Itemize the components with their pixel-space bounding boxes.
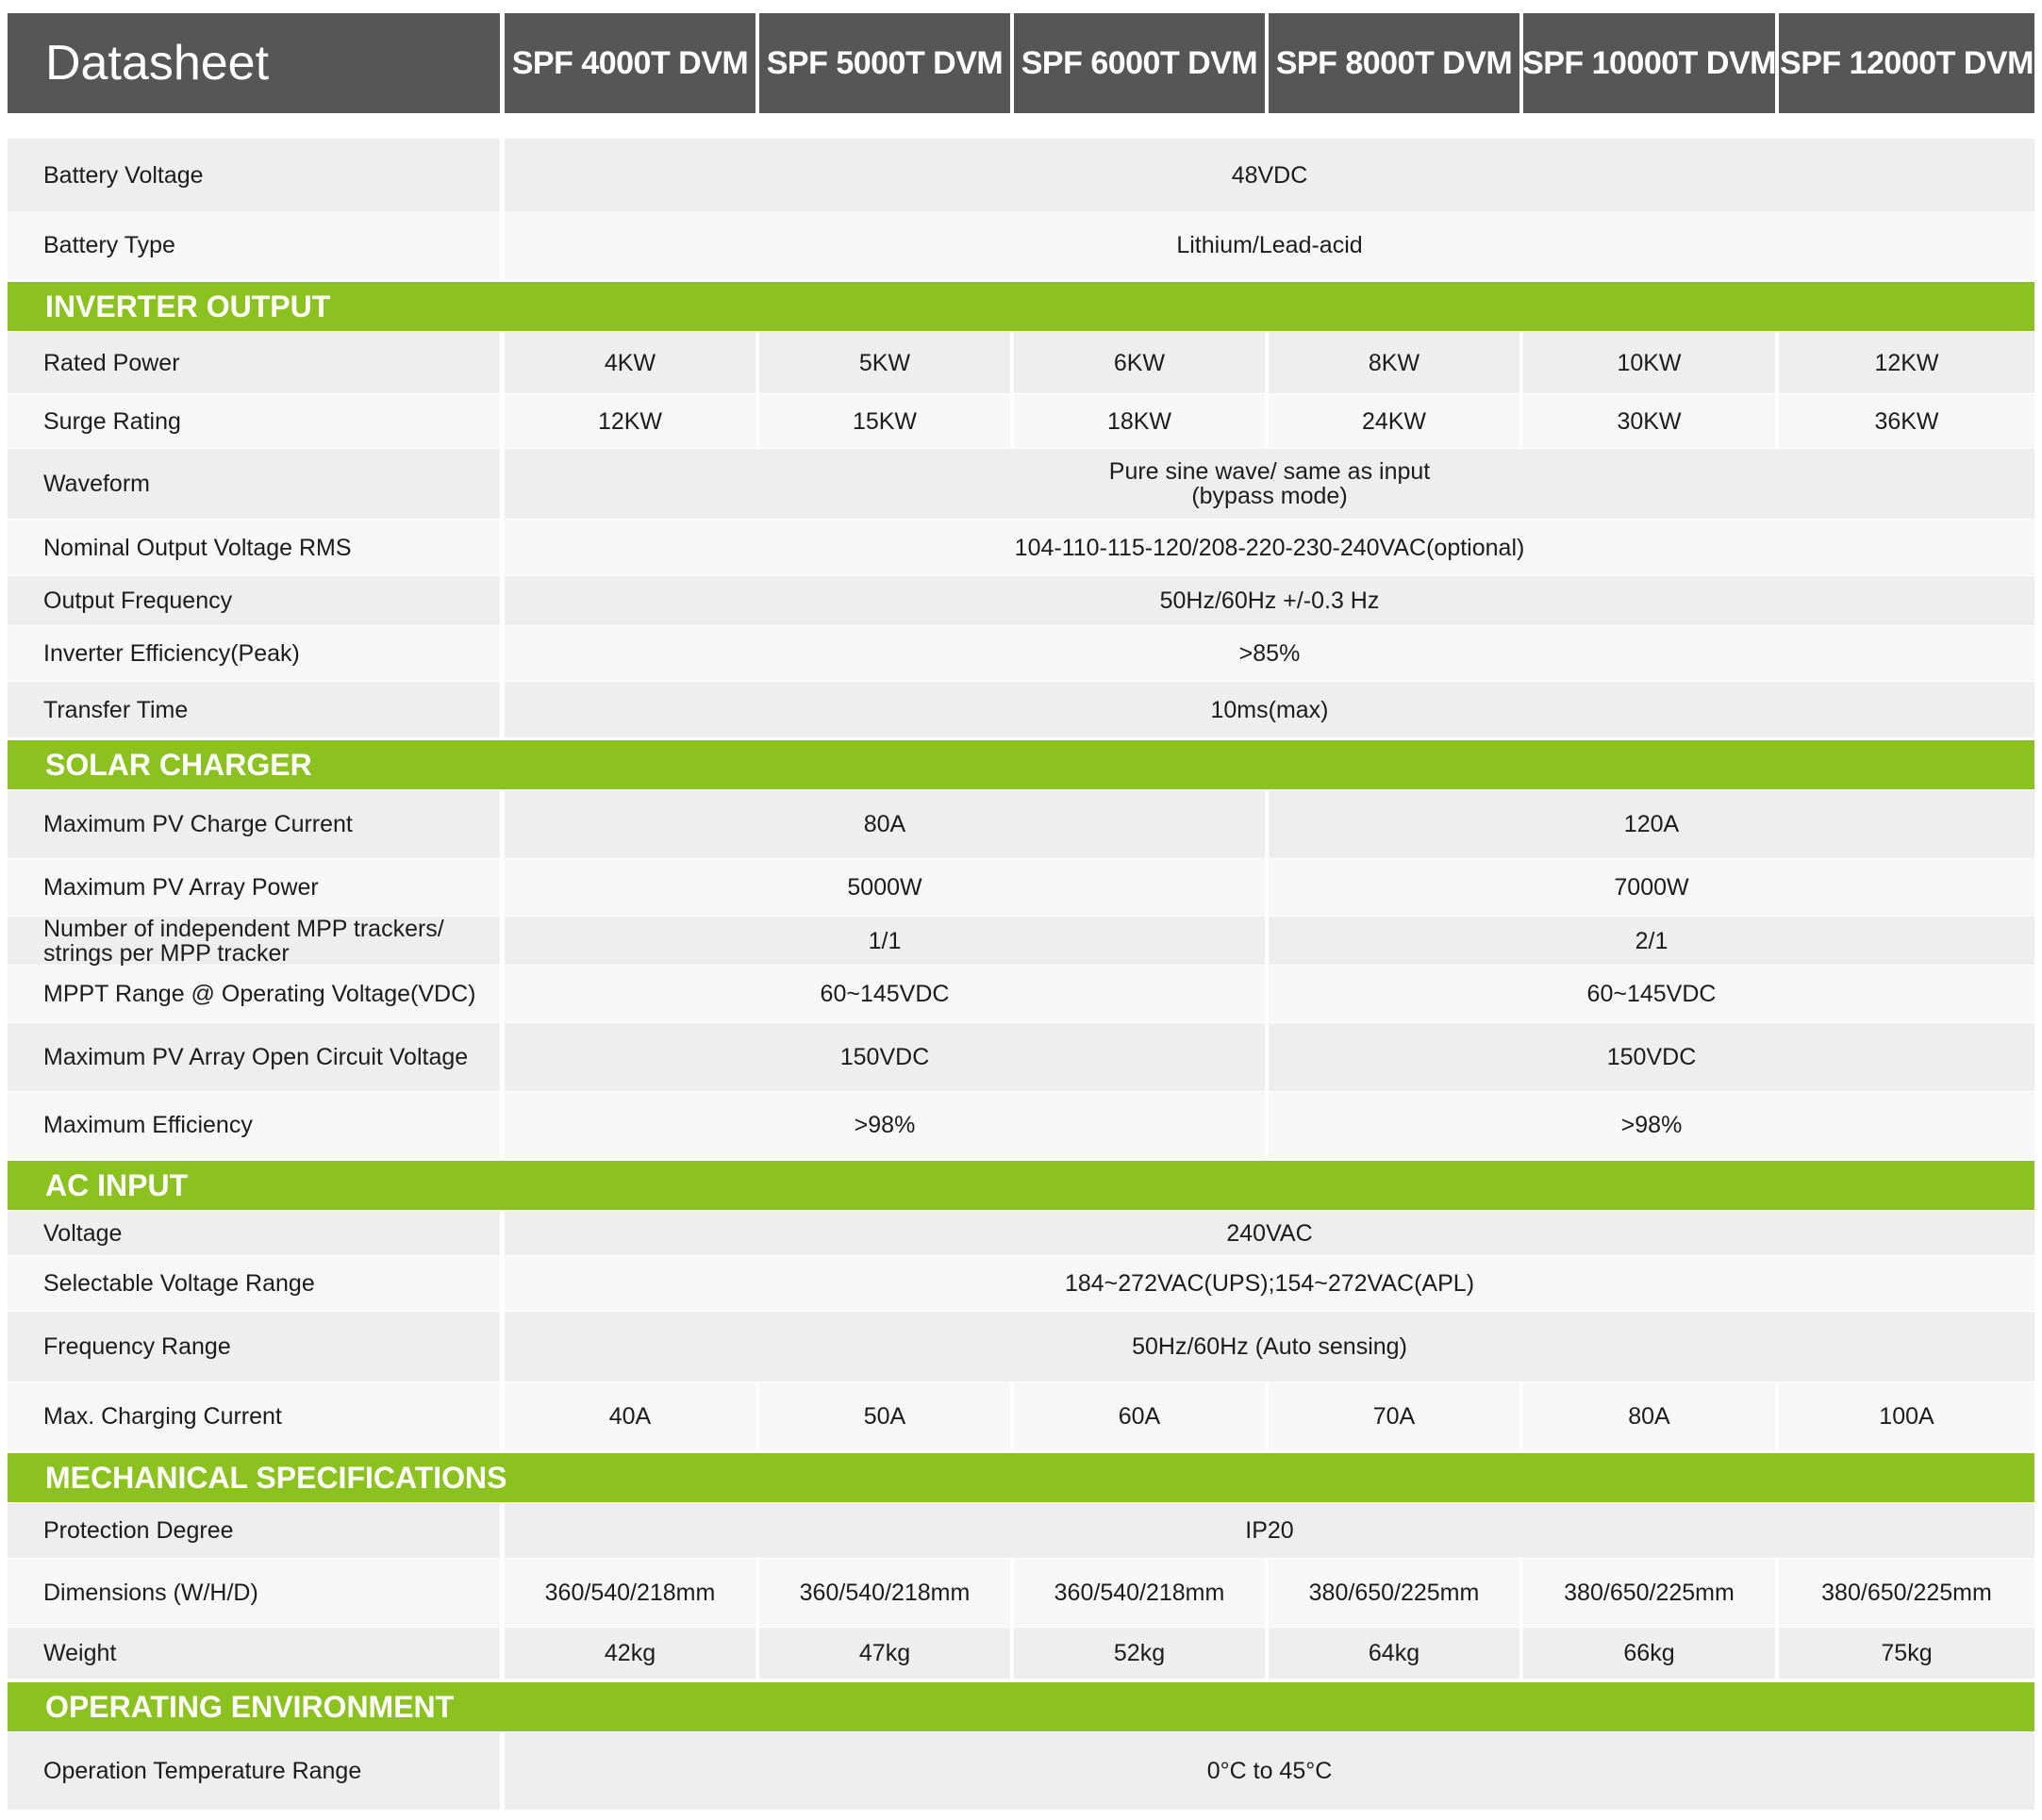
value-selectable-voltage-range-1: 184~272VAC(UPS);154~272VAC(APL)	[505, 1256, 2034, 1311]
value-maximum-efficiency-1: >98%	[505, 1092, 1265, 1158]
section-header-solar-charger: SOLAR CHARGER	[8, 740, 2034, 789]
value-inverter-efficiency-peak-1: >85%	[505, 626, 2034, 681]
row-label-nominal-output-voltage-rms: Nominal Output Voltage RMS	[8, 520, 500, 575]
row-label-operation-temperature-range: Operation Temperature Range	[8, 1732, 500, 1810]
row-label-rated-power: Rated Power	[8, 332, 500, 393]
row-label-battery-voltage: Battery Voltage	[8, 139, 500, 211]
row-label-mppt-range-operating-voltage-vdc: MPPT Range @ Operating Voltage(VDC)	[8, 966, 500, 1022]
value-dimensions-w-h-d-6: 380/650/225mm	[1779, 1559, 2034, 1627]
value-protection-degree-1: IP20	[505, 1503, 2034, 1558]
value-weight-1: 42kg	[505, 1628, 755, 1679]
value-max-charging-current-1: 40A	[505, 1382, 755, 1450]
model-header-6: SPF 12000T DVM	[1779, 13, 2034, 113]
row-label-dimensions-w-h-d: Dimensions (W/H/D)	[8, 1559, 500, 1627]
value-frequency-range-1: 50Hz/60Hz (Auto sensing)	[505, 1312, 2034, 1382]
value-weight-3: 52kg	[1014, 1628, 1265, 1679]
value-rated-power-1: 4KW	[505, 332, 755, 393]
value-number-of-independent-mpp-trackers-strings-per-mpp-tracker-1: 1/1	[505, 917, 1265, 965]
row-label-weight: Weight	[8, 1628, 500, 1679]
value-max-charging-current-4: 70A	[1269, 1382, 1519, 1450]
row-label-maximum-efficiency: Maximum Efficiency	[8, 1092, 500, 1158]
row-label-maximum-pv-array-power: Maximum PV Array Power	[8, 859, 500, 916]
section-header-mechanical-specifications: MECHANICAL SPECIFICATIONS	[8, 1453, 2034, 1502]
model-header-4: SPF 8000T DVM	[1269, 13, 1519, 113]
section-header-inverter-output: INVERTER OUTPUT	[8, 282, 2034, 331]
row-label-voltage: Voltage	[8, 1211, 500, 1255]
value-max-charging-current-2: 50A	[759, 1382, 1010, 1450]
value-surge-rating-2: 15KW	[759, 394, 1010, 448]
value-rated-power-3: 6KW	[1014, 332, 1265, 393]
row-label-battery-type: Battery Type	[8, 211, 500, 279]
datasheet-title: Datasheet	[8, 13, 500, 113]
value-max-charging-current-3: 60A	[1014, 1382, 1265, 1450]
value-maximum-pv-array-open-circuit-voltage-2: 150VDC	[1269, 1023, 2034, 1091]
model-header-3: SPF 6000T DVM	[1014, 13, 1265, 113]
value-maximum-pv-array-power-2: 7000W	[1269, 859, 2034, 916]
row-label-frequency-range: Frequency Range	[8, 1312, 500, 1382]
value-battery-voltage-1: 48VDC	[505, 139, 2034, 211]
value-rated-power-4: 8KW	[1269, 332, 1519, 393]
value-operation-temperature-range-1: 0°C to 45°C	[505, 1732, 2034, 1810]
value-max-charging-current-6: 100A	[1779, 1382, 2034, 1450]
value-maximum-pv-charge-current-2: 120A	[1269, 790, 2034, 858]
value-output-frequency-1: 50Hz/60Hz +/-0.3 Hz	[505, 576, 2034, 625]
model-header-2: SPF 5000T DVM	[759, 13, 1010, 113]
row-label-transfer-time: Transfer Time	[8, 682, 500, 737]
row-label-number-of-independent-mpp-trackers-strings-per-mpp-tracker: Number of independent MPP trackers/ strings per MPP tracker	[8, 917, 500, 965]
value-nominal-output-voltage-rms-1: 104-110-115-120/208-220-230-240VAC(optional)	[505, 520, 2034, 575]
value-maximum-efficiency-2: >98%	[1269, 1092, 2034, 1158]
value-surge-rating-6: 36KW	[1779, 394, 2034, 448]
value-dimensions-w-h-d-5: 380/650/225mm	[1523, 1559, 1775, 1627]
value-dimensions-w-h-d-3: 360/540/218mm	[1014, 1559, 1265, 1627]
row-label-max-charging-current: Max. Charging Current	[8, 1382, 500, 1450]
value-maximum-pv-charge-current-1: 80A	[505, 790, 1265, 858]
value-dimensions-w-h-d-2: 360/540/218mm	[759, 1559, 1010, 1627]
value-maximum-pv-array-power-1: 5000W	[505, 859, 1265, 916]
value-mppt-range-operating-voltage-vdc-1: 60~145VDC	[505, 966, 1265, 1022]
value-weight-5: 66kg	[1523, 1628, 1775, 1679]
value-dimensions-w-h-d-4: 380/650/225mm	[1269, 1559, 1519, 1627]
value-waveform-1: Pure sine wave/ same as input (bypass mode)	[505, 449, 2034, 519]
row-label-selectable-voltage-range: Selectable Voltage Range	[8, 1256, 500, 1311]
model-header-5: SPF 10000T DVM	[1523, 13, 1775, 113]
value-maximum-pv-array-open-circuit-voltage-1: 150VDC	[505, 1023, 1265, 1091]
section-header-operating-environment: OPERATING ENVIRONMENT	[8, 1682, 2034, 1731]
row-label-protection-degree: Protection Degree	[8, 1503, 500, 1558]
value-dimensions-w-h-d-1: 360/540/218mm	[505, 1559, 755, 1627]
row-label-inverter-efficiency-peak: Inverter Efficiency(Peak)	[8, 626, 500, 681]
value-weight-4: 64kg	[1269, 1628, 1519, 1679]
value-surge-rating-1: 12KW	[505, 394, 755, 448]
row-label-waveform: Waveform	[8, 449, 500, 519]
value-weight-6: 75kg	[1779, 1628, 2034, 1679]
value-surge-rating-4: 24KW	[1269, 394, 1519, 448]
value-transfer-time-1: 10ms(max)	[505, 682, 2034, 737]
value-rated-power-5: 10KW	[1523, 332, 1775, 393]
value-number-of-independent-mpp-trackers-strings-per-mpp-tracker-2: 2/1	[1269, 917, 2034, 965]
row-label-maximum-pv-array-open-circuit-voltage: Maximum PV Array Open Circuit Voltage	[8, 1023, 500, 1091]
row-label-surge-rating: Surge Rating	[8, 394, 500, 448]
row-label-maximum-pv-charge-current: Maximum PV Charge Current	[8, 790, 500, 858]
model-header-1: SPF 4000T DVM	[505, 13, 755, 113]
value-mppt-range-operating-voltage-vdc-2: 60~145VDC	[1269, 966, 2034, 1022]
value-surge-rating-5: 30KW	[1523, 394, 1775, 448]
value-max-charging-current-5: 80A	[1523, 1382, 1775, 1450]
section-header-ac-input: AC INPUT	[8, 1161, 2034, 1210]
value-voltage-1: 240VAC	[505, 1211, 2034, 1255]
value-battery-type-1: Lithium/Lead-acid	[505, 211, 2034, 279]
value-surge-rating-3: 18KW	[1014, 394, 1265, 448]
value-rated-power-6: 12KW	[1779, 332, 2034, 393]
value-weight-2: 47kg	[759, 1628, 1010, 1679]
row-label-output-frequency: Output Frequency	[8, 576, 500, 625]
value-rated-power-2: 5KW	[759, 332, 1010, 393]
